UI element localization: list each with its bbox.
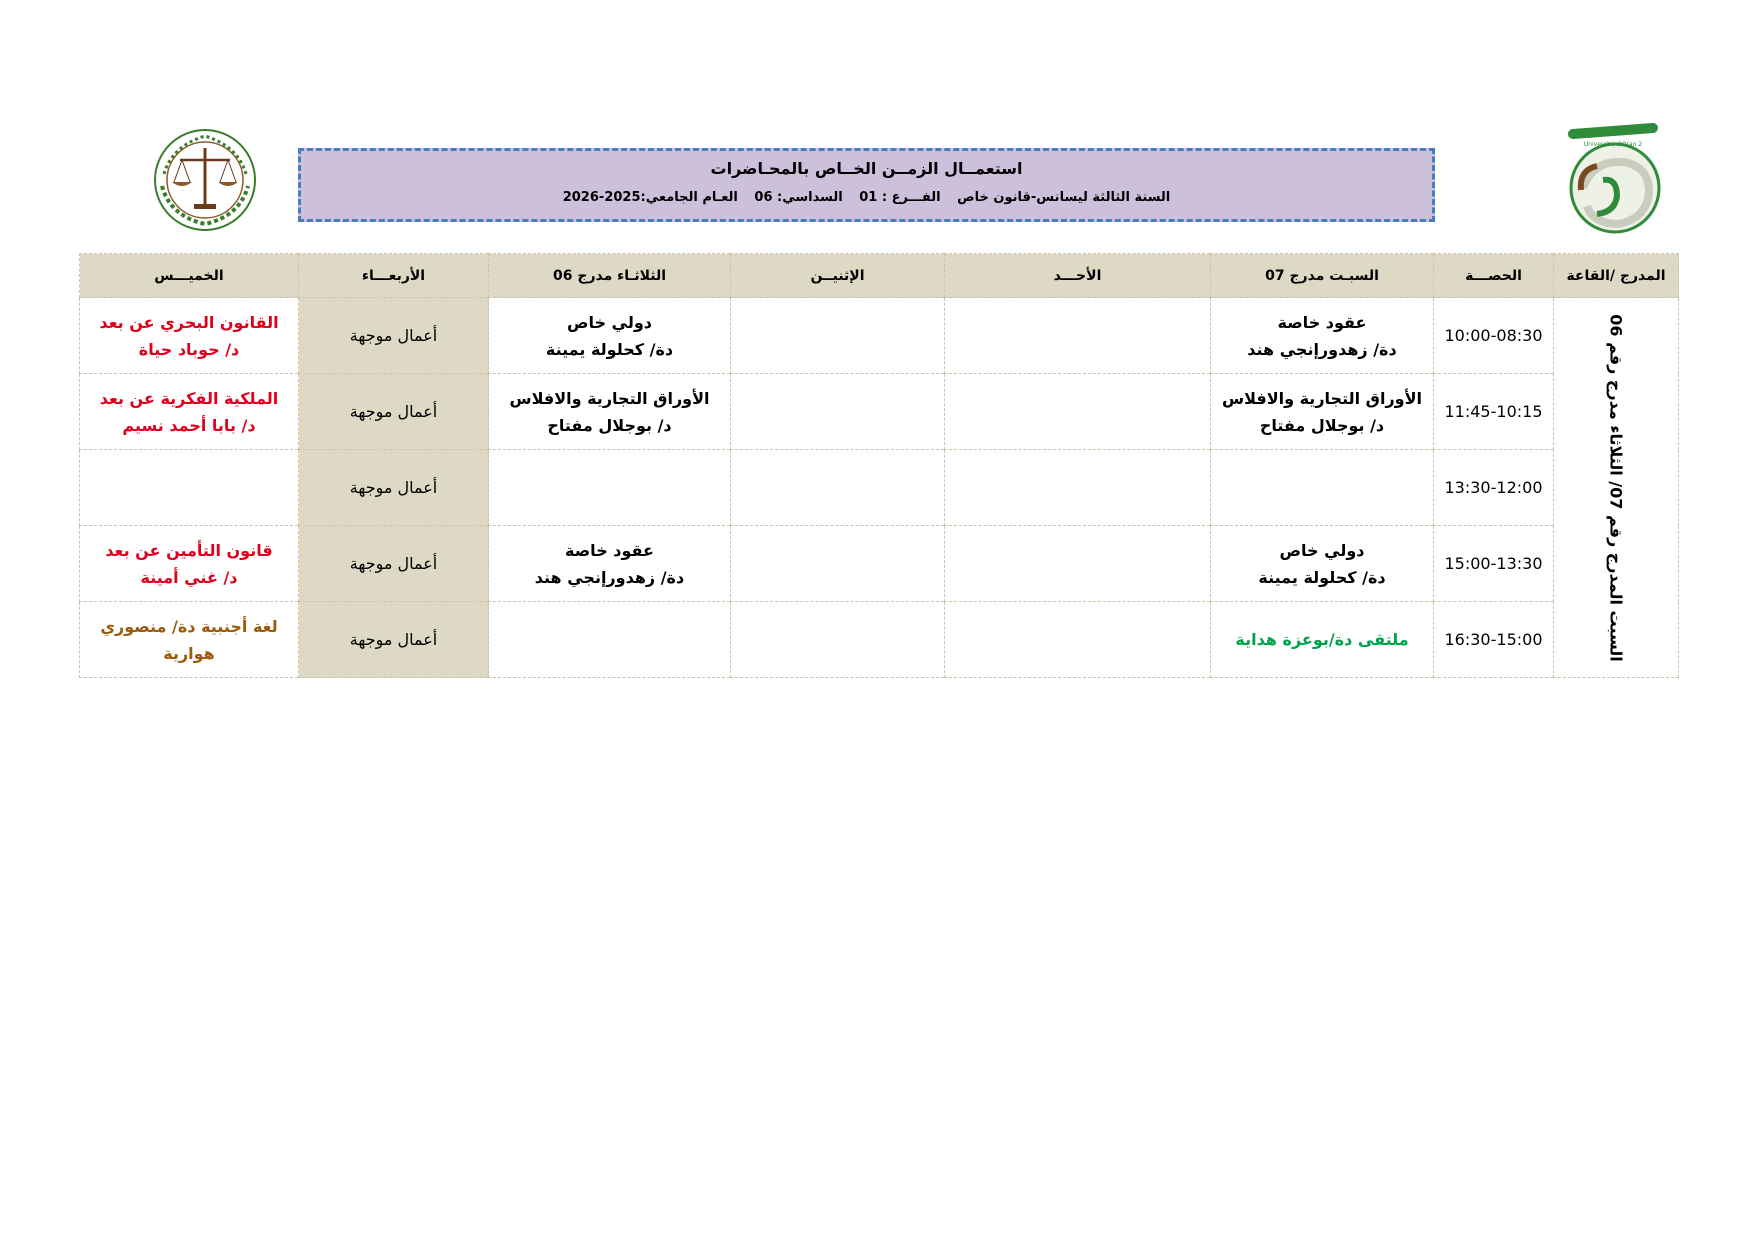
header-saturday: السبـت مدرج 07 [1211, 254, 1434, 298]
wednesday-cell: أعمال موجهة [299, 602, 489, 678]
header-wednesday: الأربعـــاء [299, 254, 489, 298]
instructor-name: د/ بوجلال مفتاح [1259, 415, 1385, 435]
course-name: ملتقى دة/بوعزة هداية [1235, 630, 1409, 649]
course-name: الأوراق التجارية والافلاس [1221, 388, 1422, 408]
course-name: قانون التأمين عن بعد [105, 540, 273, 560]
course-name: دولي خاص [1279, 540, 1365, 560]
sunday-cell [945, 298, 1211, 374]
course-name: دولي خاص [567, 312, 652, 332]
course-name: الأوراق التجارية والافلاس [509, 388, 710, 408]
monday-cell [731, 298, 945, 374]
university-oran2-logo [1553, 120, 1673, 236]
program-label: السنة الثالثة ليسانس-قانون خاص [957, 190, 1171, 205]
semester-label: السداسي: 06 [754, 190, 843, 205]
course-name: القانون البحري عن بعد [99, 312, 279, 332]
hall-cell [1554, 298, 1679, 678]
time-cell: 15:00-13:30 [1434, 526, 1554, 602]
header-session: الحصـــة [1434, 254, 1554, 298]
course-name: عقود خاصة [565, 540, 654, 560]
thursday-cell [80, 450, 299, 526]
saturday-cell [1211, 450, 1434, 526]
time-cell: 16:30-15:00 [1434, 602, 1554, 678]
faculty-law-logo [150, 126, 260, 234]
sunday-cell [945, 450, 1211, 526]
sunday-cell [945, 526, 1211, 602]
instructor-name: د/ غني أمينة [140, 567, 238, 587]
wednesday-cell: أعمال موجهة [299, 298, 489, 374]
thursday-cell [80, 298, 299, 374]
thursday-cell [80, 526, 299, 602]
saturday-cell [1211, 374, 1434, 450]
instructor-name: د/ حوباد حياة [138, 339, 240, 359]
schedule-title-box [298, 148, 1435, 222]
instructor-name: هوارية [163, 643, 215, 663]
wednesday-cell: أعمال موجهة [299, 526, 489, 602]
monday-cell [731, 526, 945, 602]
branch-label: الفـــرع : 01 [859, 190, 941, 205]
saturday-cell [1211, 526, 1434, 602]
thursday-cell [80, 602, 299, 678]
instructor-name: دة/ كحلولة يمينة [545, 339, 674, 359]
header-hall: المدرج /القاعة [1554, 254, 1679, 298]
hall-vertical-label: السبت المدرج رقم 07/ الثلاثاء مدرج رقم 06 [1606, 313, 1626, 662]
header-sunday: الأحـــد [945, 254, 1211, 298]
tuesday-cell [489, 526, 731, 602]
course-name: لغة أجنبية دة/ منصوري [100, 616, 278, 636]
wednesday-cell: أعمال موجهة [299, 450, 489, 526]
time-cell: 10:00-08:30 [1434, 298, 1554, 374]
thursday-cell [80, 374, 299, 450]
saturday-cell [1211, 298, 1434, 374]
header-row [80, 254, 1679, 298]
table-row [80, 374, 1679, 450]
table-row [80, 526, 1679, 602]
tuesday-cell [489, 374, 731, 450]
table-row [80, 450, 1679, 526]
schedule-subtitle [301, 190, 1432, 205]
instructor-name: دة/ زهدورإنجي هند [1247, 339, 1397, 359]
header-thursday: الخميـــس [80, 254, 299, 298]
svg-text:Université d'Oran 2: Université d'Oran 2 [1583, 141, 1643, 148]
table-row [80, 298, 1679, 374]
sunday-cell [945, 602, 1211, 678]
time-cell: 11:45-10:15 [1434, 374, 1554, 450]
instructor-name: د/ بابا أحمد نسيم [122, 415, 256, 435]
table-row [80, 602, 1679, 678]
tuesday-cell [489, 298, 731, 374]
monday-cell [731, 374, 945, 450]
header-monday: الإثنيــن [731, 254, 945, 298]
sunday-cell [945, 374, 1211, 450]
timetable [79, 253, 1679, 678]
wednesday-cell: أعمال موجهة [299, 374, 489, 450]
time-cell: 13:30-12:00 [1434, 450, 1554, 526]
monday-cell [731, 450, 945, 526]
header-tuesday: الثلاثـاء مدرج 06 [489, 254, 731, 298]
tuesday-cell [489, 602, 731, 678]
instructor-name: دة/ كحلولة يمينة [1258, 567, 1386, 587]
academic-year-label: العـام الجامعي:2025-2026 [562, 190, 738, 205]
monday-cell [731, 602, 945, 678]
tuesday-cell [489, 450, 731, 526]
instructor-name: دة/ زهدورإنجي هند [534, 567, 685, 587]
schedule-title: استعمــال الزمــن الخــاص بالمحـاضرات [710, 159, 1023, 178]
saturday-cell [1211, 602, 1434, 678]
course-name: الملكية الفكرية عن بعد [99, 388, 279, 408]
course-name: عقود خاصة [1277, 312, 1367, 332]
instructor-name: د/ بوجلال مفتاح [547, 415, 672, 435]
